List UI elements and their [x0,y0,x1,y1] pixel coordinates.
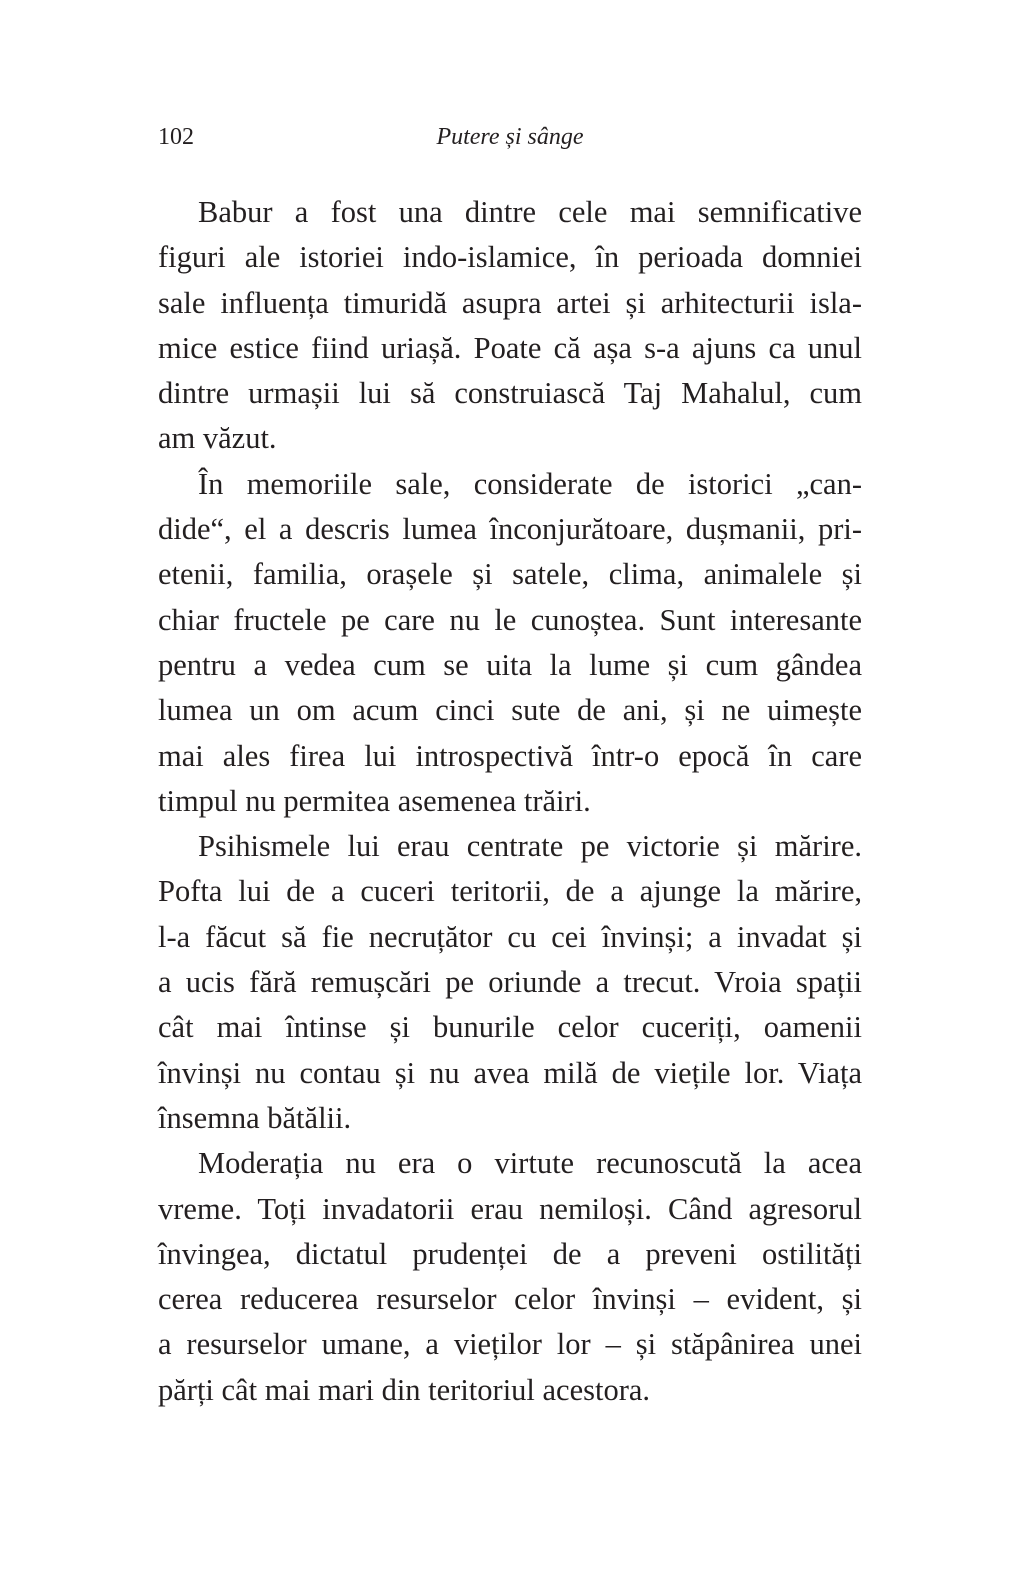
text-line: părți cât mai mari din teritoriul acestora. [158,1372,651,1407]
text-line: lumea un om acum cinci sute de ani, și ne uimește [158,693,862,728]
text-line: chiar fructele pe care nu le cunoștea. Sunt interesante [158,602,862,637]
text-line: am văzut. [158,421,277,456]
text-line: a resurselor umane, a vieților lor – și stăpânirea unei [158,1327,862,1362]
text-line: însemna bătălii. [158,1100,352,1135]
text-line: a ucis fără remușcări pe oriunde a trecut. Vroia spații [158,965,862,1000]
text-line: cerea reducerea resurselor celor învinși – evident, și [158,1282,862,1317]
text-line: figuri ale istoriei indo-islamice, în perioada domniei [158,240,862,275]
text-line: dintre urmașii lui să construiască Taj Mahalul, cum [158,376,862,411]
text-line: pentru a vedea cum se uita la lume și cum gândea [158,647,862,682]
text-line: vreme. Toți invadatorii erau nemiloși. Când agresorul [158,1191,862,1226]
running-header [158,124,862,158]
text-line: Pofta lui de a cuceri teritorii, de a ajunge la mărire, [158,874,862,909]
running-title: Putere și sânge [436,124,584,150]
paragraph [158,190,862,462]
text-line: l-a făcut să fie necruțător cu cei învinși; a invadat și [158,919,862,954]
text-line: învinși nu contau și nu avea milă de viețile lor. Viața [158,1055,862,1090]
text-line: cât mai întinse și bunurile celor cuceriți, oamenii [158,1010,862,1045]
text-line: sale influența timuridă asupra artei și arhitecturii isla- [158,285,862,320]
text-line: învingea, dictatul prudenței de a preveni ostilități [158,1236,862,1271]
page-number: 102 [158,124,194,150]
text-line: timpul nu permitea asemenea trăiri. [158,783,591,818]
text-line: mai ales firea lui introspectivă într-o epocă în care [158,738,862,773]
text-line: etenii, familia, orașele și satele, clima, animalele și [158,557,862,592]
paragraph [158,462,862,824]
text-line: În memoriile sale, considerate de istorici „can- [198,466,862,501]
text-line: mice estice fiind uriașă. Poate că așa s-a ajuns ca unul [158,330,862,365]
text-line: dide“, el a descris lumea înconjurătoare, dușmanii, pri- [158,512,862,547]
body-text [158,190,862,1413]
text-line: Babur a fost una dintre cele mai semnificative [198,195,862,229]
text-line: Moderația nu era o virtute recunoscută la acea [198,1146,862,1181]
paragraph [158,1141,862,1413]
text-line: Psihismele lui erau centrate pe victorie și mărire. [198,829,862,864]
paragraph [158,824,862,1141]
